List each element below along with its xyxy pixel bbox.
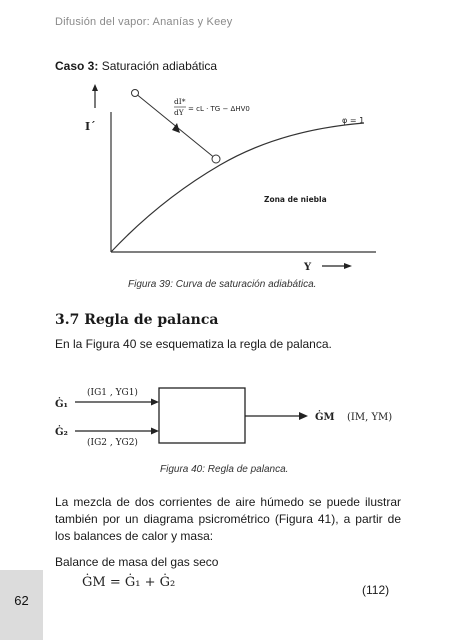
y-arrowhead-icon [92,84,98,91]
figure-39-chart [80,80,380,280]
figure-40-caption: Figura 40: Regla de palanca. [160,464,289,475]
equation-rhs: = cL · TG − ΔHV0 [188,105,250,113]
input1-symbol: Ġ₁ [55,399,68,410]
x-arrowhead-icon [344,263,352,269]
end-point [212,155,220,163]
case3-heading [55,58,217,75]
running-header: Difusión del vapor: Ananías y Keey [55,16,233,28]
page-number: 62 [14,593,29,608]
input2-arrowhead-icon [151,428,159,435]
input1-arrowhead-icon [151,399,159,406]
x-axis-label: Y [304,262,312,273]
intro-paragraph: En la Figura 40 se esquematiza la regla de palanca. [55,337,332,351]
case3-title: Saturación adiabática [98,59,218,73]
mixer-box [159,388,245,443]
mass-balance-label: Balance de masa del gas seco [55,555,219,569]
input2-symbol: Ġ₂ [55,427,68,438]
y-axis-label: I´ [85,120,96,133]
section-title: 3.7 Regla de palanca [55,312,219,328]
saturation-curve [111,123,364,252]
equation-112-number: (112) [362,583,390,597]
figure-39-caption: Figura 39: Curva de saturación adiabática. [128,279,317,290]
equation-denominator: dY [174,108,184,117]
figure-40-diagram [55,380,405,455]
phi-label: φ = 1 [342,116,365,125]
input2-params: (IG2 , YG2) [87,438,138,448]
output-params: (IM, YM) [347,412,393,423]
output-symbol: ĠM [315,412,335,423]
zone-label: Zona de niebla [264,195,327,204]
equation-112: ĠM = Ġ₁ + Ġ₂ [82,575,176,590]
start-point [132,90,139,97]
output-arrowhead-icon [299,412,308,420]
input1-params: (IG1 , YG1) [87,388,138,398]
case3-label: Caso 3: [55,59,99,73]
body-paragraph: La mezcla de dos corrientes de aire húmedo se puede ilustrar también por un diagrama psicrométrico (Figura 41), a partir de los balances de calor y masa: [55,495,401,543]
equation-numerator: dI* [174,97,186,106]
